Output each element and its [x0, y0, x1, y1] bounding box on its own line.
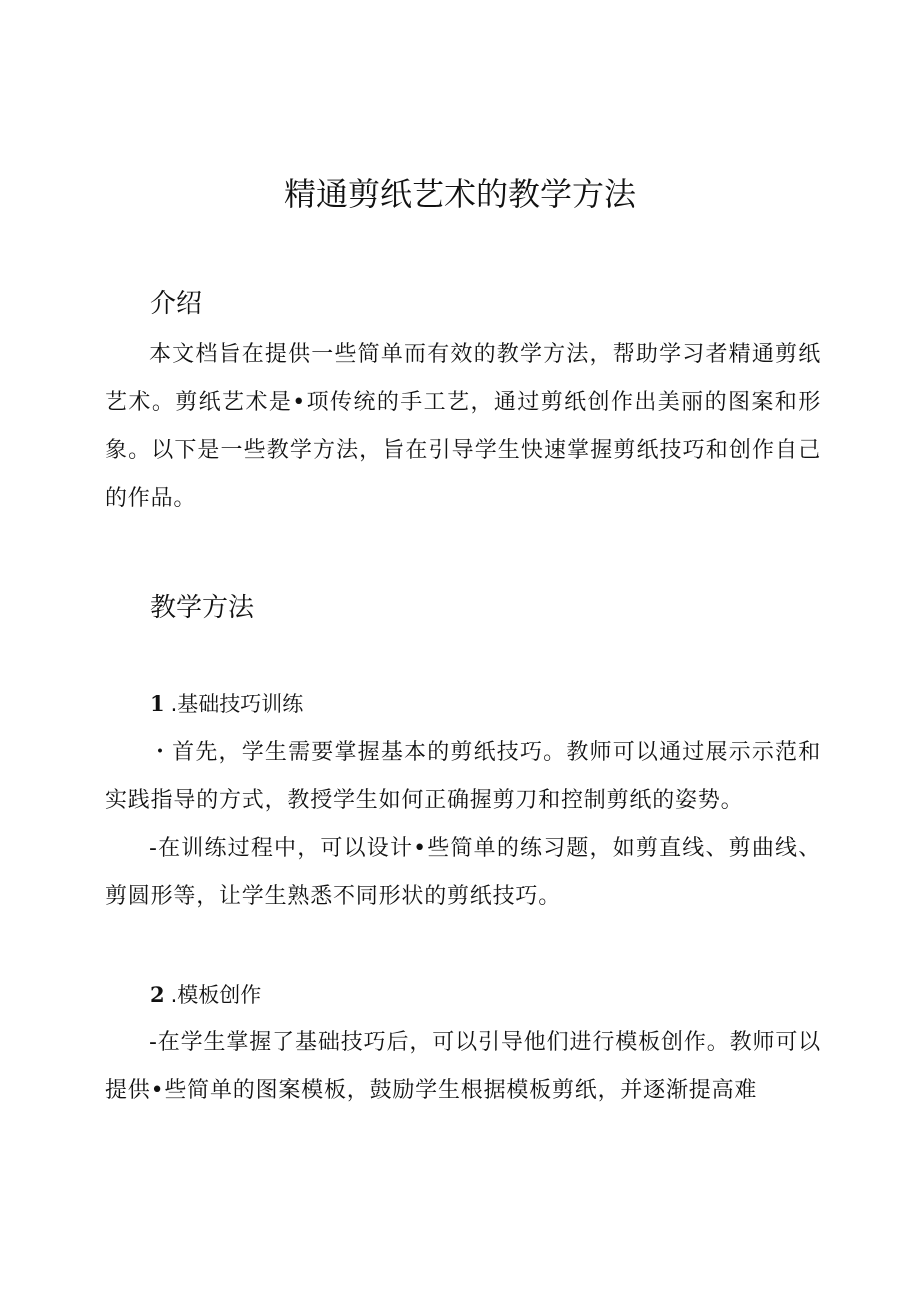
- section-1-paragraph-2: -在训练过程中，可以设计•些简单的练习题，如剪直线、剪曲线、剪圆形等，让学生熟悉不同形状的剪纸技巧。: [105, 836, 821, 909]
- section-1-heading: [150, 689, 303, 719]
- section-2-title: .模板创作: [170, 983, 262, 1007]
- section-1-number: 1: [150, 691, 165, 716]
- section-1-title: .基础技巧训练: [170, 692, 304, 716]
- document-title: 精通剪纸艺术的教学方法: [283, 175, 636, 213]
- section-2-number: 2: [150, 982, 165, 1007]
- intro-paragraph: 本文档旨在提供一些简单而有效的教学方法，帮助学习者精通剪纸艺术。剪纸艺术是•项传统的手工艺，通过剪纸创作出美丽的图案和形象。以下是一些教学方法，旨在引导学生快速掌握剪纸技巧和创作自己的作品。: [105, 342, 821, 511]
- section-2-paragraph-1: -在学生掌握了基础技巧后，可以引导他们进行模板创作。教师可以提供•些简单的图案模板，鼓励学生根据模板剪纸，并逐渐提高难: [105, 1030, 821, 1103]
- section-2-heading: [150, 980, 261, 1010]
- intro-heading: 介绍: [150, 289, 203, 319]
- methods-heading: 教学方法: [150, 593, 255, 623]
- section-1-paragraph-1: ・首先，学生需要掌握基本的剪纸技巧。教师可以通过展示示范和实践指导的方式，教授学生如何正确握剪刀和控制剪纸的姿势。: [105, 740, 821, 813]
